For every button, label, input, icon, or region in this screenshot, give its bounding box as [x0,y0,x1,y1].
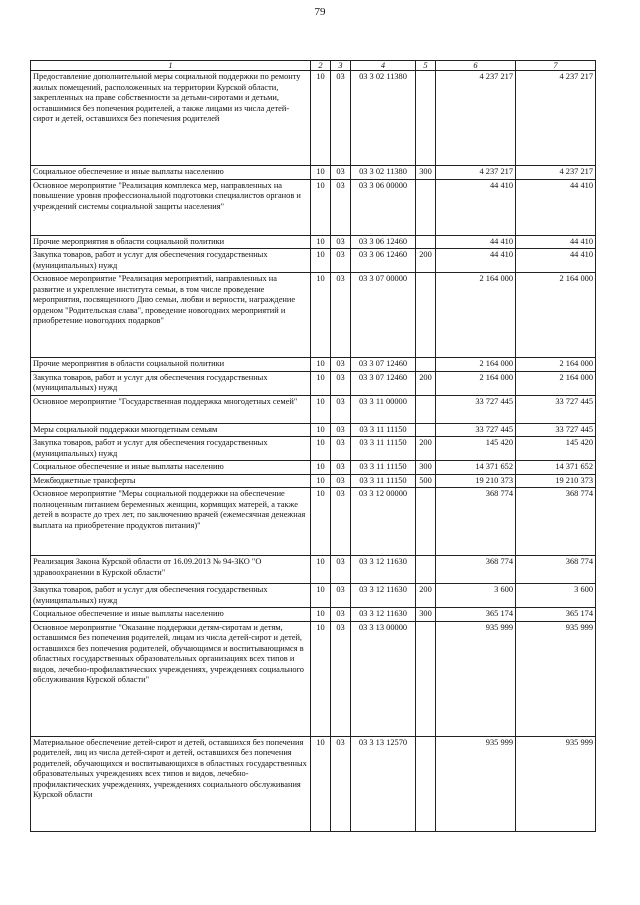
column-number: 1 [31,61,311,71]
amount-cell: 33 727 445 [516,423,596,437]
section-code-cell: 10 [311,474,331,488]
subsection-code-cell: 03 [331,179,351,235]
target-article-cell: 03 3 12 11630 [351,608,416,622]
expense-type-cell: 300 [416,608,436,622]
subsection-code-cell: 03 [331,621,351,736]
row-name-cell: Основное мероприятие "Меры социальной поддержки на обеспечение полноценным питанием беременных женщин, кормящих матерей, а также детей в возрасте до трех лет, по заключению врачей (ежемесячная денежная выплата на приобретение продуктов питания)" [31,488,311,556]
expense-type-cell [416,179,436,235]
row-name-cell: Закупка товаров, работ и услуг для обеспечения государственных (муниципальных) нужд [31,249,311,273]
amount-cell: 935 999 [516,736,596,831]
row-name-cell: Предоставление дополнительной меры социальной поддержки по ремонту жилых помещений, расположенных на территории Курской области, закрепленных на праве собственности за детьми-сиротами и детьми, оставшимися без попечения родителей, а также лицами из числа детей-сирот и детей, оставшихся без попечения родителей [31,71,311,166]
section-code-cell: 10 [311,71,331,166]
amount-cell: 365 174 [436,608,516,622]
amount-cell: 44 410 [516,249,596,273]
amount-cell: 365 174 [516,608,596,622]
amount-cell: 44 410 [516,235,596,249]
subsection-code-cell: 03 [331,423,351,437]
expense-type-cell [416,556,436,584]
section-code-cell: 10 [311,488,331,556]
row-name-cell: Основное мероприятие "Оказание поддержки детям-сиротам и детям, оставшимся без попечения родителей, лицам из числа детей-сирот и детей, оставшихся без попечения родителей, обучающимся и воспитывающимся в областных государственных образовательных организациях всех типов и видов, лечебно-профилактических учреждениях, учреждениях социального обслуживания Курской области" [31,621,311,736]
expense-type-cell [416,71,436,166]
expense-type-cell [416,621,436,736]
target-article-cell: 03 3 11 11150 [351,437,416,461]
target-article-cell: 03 3 13 00000 [351,621,416,736]
subsection-code-cell: 03 [331,584,351,608]
row-name-cell: Реализация Закона Курской области от 16.09.2013 № 94-ЗКО "О здравоохранении в Курской области" [31,556,311,584]
expense-type-cell [416,736,436,831]
section-code-cell: 10 [311,273,331,358]
table-row [31,235,596,249]
target-article-cell: 03 3 06 12460 [351,235,416,249]
amount-cell: 44 410 [516,179,596,235]
row-name-cell: Социальное обеспечение и иные выплаты населению [31,461,311,475]
row-name-cell: Основное мероприятие "Государственная поддержка многодетных семей" [31,395,311,423]
amount-cell: 2 164 000 [516,358,596,372]
amount-cell: 2 164 000 [436,273,516,358]
subsection-code-cell: 03 [331,71,351,166]
section-code-cell: 10 [311,249,331,273]
target-article-cell: 03 3 12 00000 [351,488,416,556]
target-article-cell: 03 3 11 11150 [351,423,416,437]
table-row [31,736,596,831]
amount-cell: 2 164 000 [516,273,596,358]
subsection-code-cell: 03 [331,235,351,249]
row-name-cell: Основное мероприятие "Реализация комплекса мер, направленных на повышение уровня профессиональной подготовки специалистов органов и учреждений системы социальной защиты населения" [31,179,311,235]
row-name-cell: Социальное обеспечение и иные выплаты населению [31,166,311,180]
table-row [31,358,596,372]
expense-type-cell [416,273,436,358]
expense-type-cell [416,235,436,249]
table-row [31,371,596,395]
subsection-code-cell: 03 [331,358,351,372]
subsection-code-cell: 03 [331,474,351,488]
column-number: 4 [351,61,416,71]
amount-cell: 935 999 [516,621,596,736]
column-number: 7 [516,61,596,71]
amount-cell: 145 420 [436,437,516,461]
expense-type-cell: 200 [416,437,436,461]
section-code-cell: 10 [311,621,331,736]
amount-cell: 14 371 652 [516,461,596,475]
expense-type-cell: 200 [416,249,436,273]
amount-cell: 19 210 373 [436,474,516,488]
target-article-cell: 03 3 02 11380 [351,71,416,166]
table-row [31,273,596,358]
target-article-cell: 03 3 06 12460 [351,249,416,273]
expense-type-cell: 200 [416,584,436,608]
column-number: 3 [331,61,351,71]
target-article-cell: 03 3 11 00000 [351,395,416,423]
section-code-cell: 10 [311,358,331,372]
amount-cell: 33 727 445 [436,395,516,423]
amount-cell: 3 600 [516,584,596,608]
amount-cell: 145 420 [516,437,596,461]
table-row [31,437,596,461]
amount-cell: 2 164 000 [516,371,596,395]
table-row [31,461,596,475]
section-code-cell: 10 [311,166,331,180]
target-article-cell: 03 3 02 11380 [351,166,416,180]
subsection-code-cell: 03 [331,736,351,831]
amount-cell: 4 237 217 [436,166,516,180]
target-article-cell: 03 3 06 00000 [351,179,416,235]
amount-cell: 368 774 [436,556,516,584]
expense-type-cell: 200 [416,371,436,395]
expense-type-cell [416,358,436,372]
amount-cell: 4 237 217 [516,71,596,166]
table-row [31,584,596,608]
target-article-cell: 03 3 07 12460 [351,371,416,395]
section-code-cell: 10 [311,608,331,622]
row-name-cell: Закупка товаров, работ и услуг для обеспечения государственных (муниципальных) нужд [31,584,311,608]
page-number: 79 [314,6,326,18]
amount-cell: 3 600 [436,584,516,608]
row-name-cell: Прочие мероприятия в области социальной политики [31,358,311,372]
target-article-cell: 03 3 11 11150 [351,461,416,475]
subsection-code-cell: 03 [331,488,351,556]
subsection-code-cell: 03 [331,461,351,475]
row-name-cell: Закупка товаров, работ и услуг для обеспечения государственных (муниципальных) нужд [31,437,311,461]
column-number-row [31,61,596,71]
amount-cell: 935 999 [436,736,516,831]
table-row [31,249,596,273]
table-row [31,395,596,423]
subsection-code-cell: 03 [331,371,351,395]
table-row [31,166,596,180]
section-code-cell: 10 [311,371,331,395]
amount-cell: 4 237 217 [516,166,596,180]
expense-type-cell: 300 [416,166,436,180]
target-article-cell: 03 3 12 11630 [351,556,416,584]
section-code-cell: 10 [311,395,331,423]
expense-type-cell: 500 [416,474,436,488]
table-row [31,488,596,556]
subsection-code-cell: 03 [331,556,351,584]
subsection-code-cell: 03 [331,395,351,423]
target-article-cell: 03 3 07 12460 [351,358,416,372]
amount-cell: 14 371 652 [436,461,516,475]
amount-cell: 368 774 [516,556,596,584]
amount-cell: 33 727 445 [516,395,596,423]
amount-cell: 33 727 445 [436,423,516,437]
amount-cell: 2 164 000 [436,371,516,395]
row-name-cell: Меры социальной поддержки многодетным семьям [31,423,311,437]
expense-type-cell [416,488,436,556]
subsection-code-cell: 03 [331,166,351,180]
target-article-cell: 03 3 12 11630 [351,584,416,608]
amount-cell: 44 410 [436,179,516,235]
section-code-cell: 10 [311,461,331,475]
amount-cell: 368 774 [436,488,516,556]
column-number: 5 [416,61,436,71]
amount-cell: 44 410 [436,235,516,249]
expense-type-cell: 300 [416,461,436,475]
subsection-code-cell: 03 [331,249,351,273]
section-code-cell: 10 [311,423,331,437]
target-article-cell: 03 3 07 00000 [351,273,416,358]
subsection-code-cell: 03 [331,437,351,461]
column-number: 2 [311,61,331,71]
column-number: 6 [436,61,516,71]
expense-type-cell [416,395,436,423]
target-article-cell: 03 3 13 12570 [351,736,416,831]
amount-cell: 44 410 [436,249,516,273]
row-name-cell: Социальное обеспечение и иные выплаты населению [31,608,311,622]
target-article-cell: 03 3 11 11150 [351,474,416,488]
expense-type-cell [416,423,436,437]
subsection-code-cell: 03 [331,273,351,358]
table-row [31,621,596,736]
row-name-cell: Закупка товаров, работ и услуг для обеспечения государственных (муниципальных) нужд [31,371,311,395]
row-name-cell: Межбюджетные трансферты [31,474,311,488]
budget-table [30,60,596,832]
table-row [31,179,596,235]
amount-cell: 2 164 000 [436,358,516,372]
section-code-cell: 10 [311,584,331,608]
table-row [31,71,596,166]
row-name-cell: Основное мероприятие "Реализация мероприятий, направленных на развитие и укрепление института семьи, в том числе проведение мероприятия, посвященного Дню семьи, любви и верности, награждение орденом "Родительская слава", проведение новогодних мероприятий и приобретение новогодних подарков" [31,273,311,358]
table-row [31,423,596,437]
section-code-cell: 10 [311,556,331,584]
section-code-cell: 10 [311,179,331,235]
table-row [31,474,596,488]
table-row [31,608,596,622]
amount-cell: 368 774 [516,488,596,556]
subsection-code-cell: 03 [331,608,351,622]
amount-cell: 19 210 373 [516,474,596,488]
row-name-cell: Материальное обеспечение детей-сирот и детей, оставшихся без попечения родителей, лиц из числа детей-сирот и детей, оставшихся без попечения родителей, обучающихся и воспитывающихся в областных государственных образовательных учреждениях всех типов и видов, лечебно-профилактических учреждениях, учреждениях социального обслуживания Курской области [31,736,311,831]
table-row [31,556,596,584]
section-code-cell: 10 [311,235,331,249]
row-name-cell: Прочие мероприятия в области социальной политики [31,235,311,249]
section-code-cell: 10 [311,437,331,461]
section-code-cell: 10 [311,736,331,831]
amount-cell: 935 999 [436,621,516,736]
amount-cell: 4 237 217 [436,71,516,166]
